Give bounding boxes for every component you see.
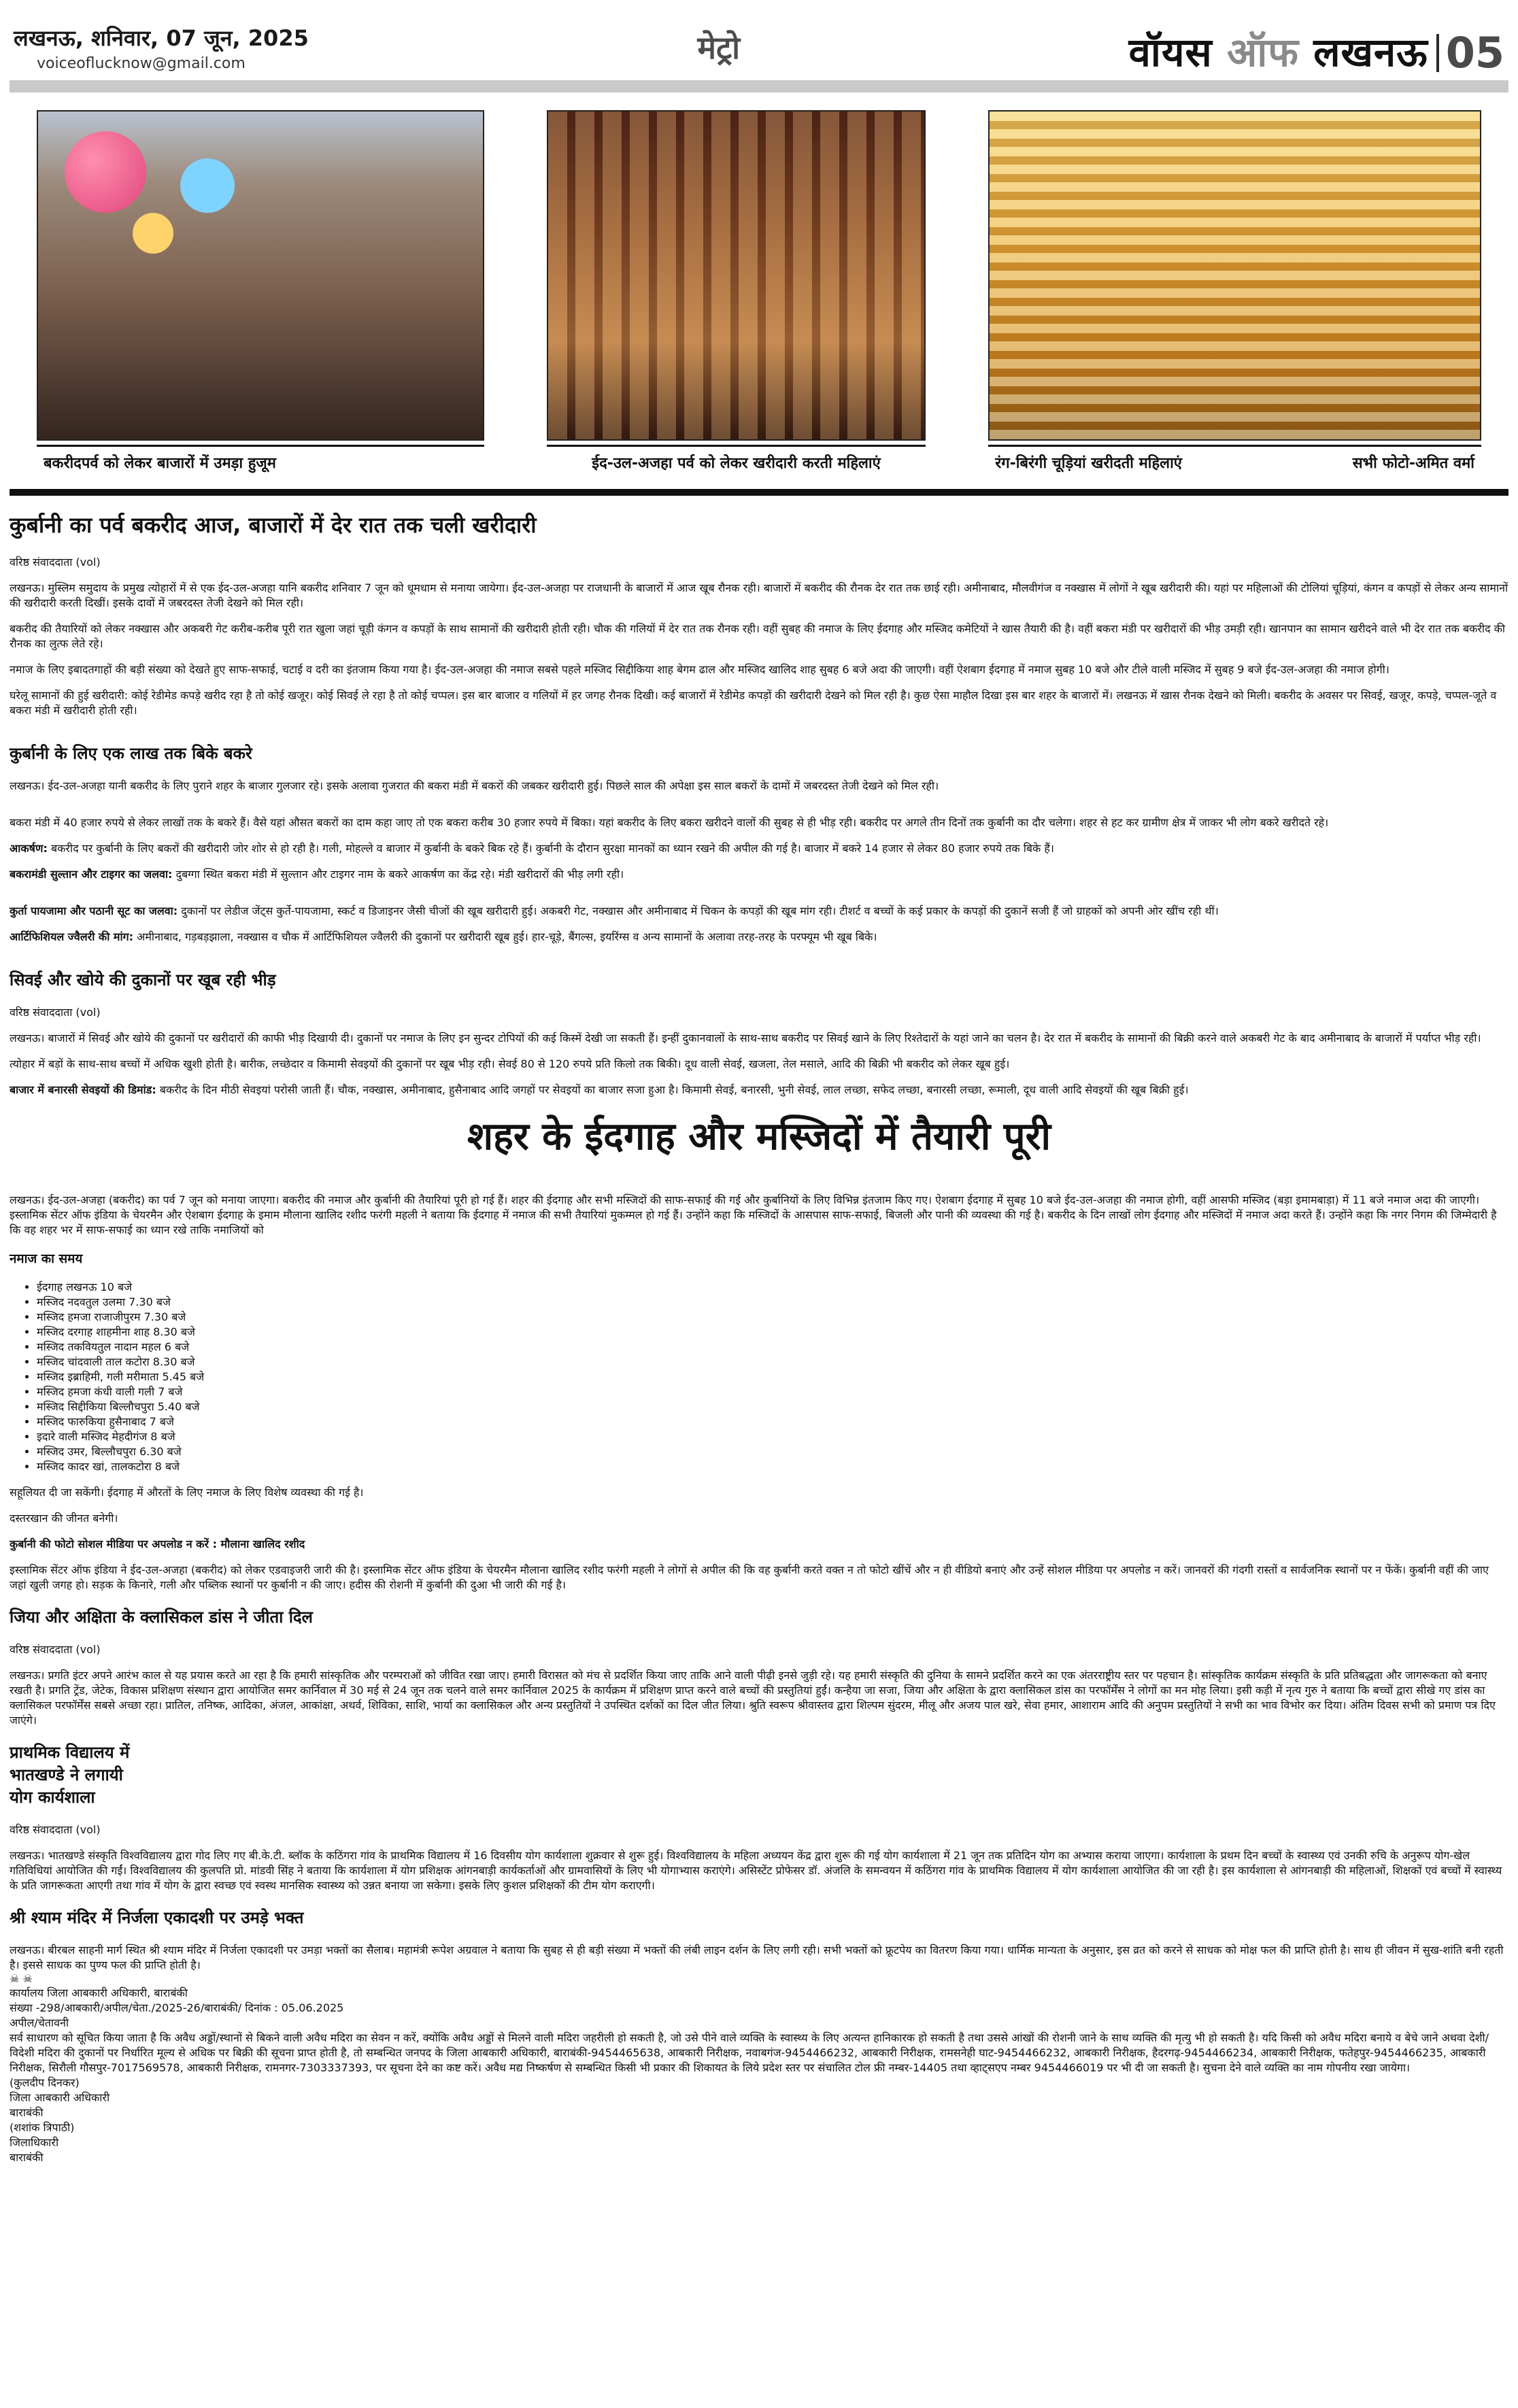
paragraph: लखनऊ। भातखण्डे संस्कृति विश्वविद्यालय द्वारा गोद लिए गए बी.के.टी. ब्लॉक के कठिंगरा गांव के प्राथमिक विद्यालय में 16 दिवसीय योग कार्यशाला शुक्रवार से शुरू हुई। विश्वविद्यालय के महिला अध्ययन केंद्र द्वारा शुरू की गई योग कार्यशाला में 21 जून तक प्रतिदिन योग का अभ्यास कराया जाएगा। कार्यशाला के प्रथम दिन बच्चों के स्वास्थ्य एवं उनकी रुचि के अनुरूप योग-खेल गतिविधियां आयोजित की गईं। विश्वविद्यालय की कुलपति प्रो. मांडवी सिंह ने बताया कि कार्यशाला में योग प्रशिक्षक आंगनबाड़ी कार्यकर्ताओं और ग्रामवासियों के लिए भी योगाभ्यास कराएंगे। असिस्टेंट प्रोफेसर डॉ. अंजलि के समन्वयन में कठिंगरा गांव के प्राथमिक विद्यालय में योग कार्यशाला आयोजित की जा रही है। इस कार्यशाला से आंगनबाड़ी की महिलाओं, शिक्षकों एवं बच्चों में स्वास्थ्य के प्रति जागरूकता आएगी तथा गांव में योग के द्वारा स्वच्छ एवं स्वस्थ मानसिक स्वास्थ्य को उन्नत बनाया जा सकेगा। इसके लिए कुशल प्रशिक्षकों की टीम योग कराएगी। (10, 1849, 1502, 1893)
paragraph: लखनऊ। ईद-उल-अजहा यानी बकरीद के लिए पुराने शहर के बाजार गुलजार रहे। इसके अलावा गुजरात की बकरा मंडी में बकरों की जबकर खरीदारी हुई। पिछले साल की अपेक्षा इस साल बकरों के दामों में जबरदस्त तेजी देखने को मिल रही। (10, 779, 939, 792)
masthead-divider (10, 80, 1508, 92)
namaz-note: सहूलियत दी जा सकेंगी। ईदगाह में औरतों के लिए नमाज के लिए विशेष व्यवस्था की गई है। (10, 1486, 364, 1499)
excise-appeal-warning: अपील/चेतावनी (10, 2016, 69, 2029)
excise-notice-body: सर्व साधारण को सूचित किया जाता है कि अवैध अड्डों/स्थानों से बिकने वाली अवैध मदिरा का सेवन न करें, क्योंकि अवैध अड्डों से मिलने वाली मदिरा जहरीली हो सकती है, जो उसे पीने वाले व्यक्ति के स्वास्थ्य के लिए अत्यन्त हानिकारक हो सकती है तथा उससे आंखों की रोशनी जाने के साथ व्यक्ति की मृत्यु भी हो सकती है। यदि किसी को अवैध मदिरा बनाये व बेचे जाने अथवा देशी/विदेशी मदिरा की दुकानों पर निर्धारित मूल्य से अधिक पर बिक्री की सूचना प्राप्त होती है, तो सम्बन्धित जनपद के जिला आबकारी अधिकारी, बाराबंकी-9454465638, आबकारी निरीक्षक, नवाबगंज-9454466232, आबकारी निरीक्षक, रामसनेही घाट-9454466232, आबकारी निरीक्षक, हैदरगढ़-9454466234, आबकारी निरीक्षक, फतेहपुर-9454466235, आबकारी निरीक्षक, सिरौली गौसपुर-7017569578, आबकारी निरीक्षक, रामनगर-7303337393, पर सूचना देने का कष्ट करें। अवैध मद्य निष्कर्षण से सम्बन्धित किसी भी प्रकार की शिकायत के लिये प्रदेश स्तर पर संचालित टोल फ्री नम्बर-14405 तथा व्हाट्सएप नम्बर 9454466019 पर भी दी जा सकती है। सुचना देने वाले व्यक्ति का नाम गोपनीय रखा जायेगा। (10, 2031, 1489, 2074)
photo-shopping-women (547, 110, 926, 478)
paragraph: बकरा मंडी में 40 हजार रुपये से लेकर लाखों तक के बकरे हैं। वैसे यहां औसत बकरों का दाम कहा जाए तो एक बकरा करीब 30 हजार रुपये में बिका। यहां बकरीद के लिए बकरा खरीदने वालों की सुबह से ही भीड़ रही। बकरीद पर अगले तीन दिनों तक कुर्बानी का दौर चलेगा। शहर से हट कर ग्रामीण क्षेत्र में जाकर भी लोग बकरे खरीदते रहे। (10, 815, 1329, 829)
sewai-body (10, 1030, 1508, 1097)
signature-excise-officer: (कुलदीप दिनकर) जिला आबकारी अधिकारी बाराबंकी (10, 2075, 110, 2119)
right-bottom-column (10, 1906, 1508, 2165)
photo-credit: सभी फोटो-अमित वर्मा (1352, 455, 1474, 472)
photo-caption: रंग-बिरंगी चूड़ियां खरीदती महिलाएं (995, 455, 1182, 472)
dance-headline: जिया और अक्षिता के क्लासिकल डांस ने जीता दिल (10, 1608, 313, 1627)
photo-caption: बकरीदपर्व को लेकर बाजारों में उमड़ा हुजूम (44, 455, 276, 472)
subhead: बकरामंडी सुल्तान और टाइगर का जलवा: (10, 867, 173, 881)
namaz-item: • मस्जिद उमर, बिल्लौचपुरा 6.30 बजे (37, 1444, 1508, 1459)
shopping-women-photo (547, 110, 926, 441)
photo-bangle-buyers (988, 110, 1481, 478)
paragraph: कुर्ता पायजामा और पठानी सूट का जलवा: दुकानों पर लेडीज जेंट्स कुर्ते-पायजामा, स्कर्ट व डिजाइनर जैसी चीजों की खूब खरीदारी हुई। अकबरी गेट, नक्खास और अमीनाबाद में चिकन के कपड़ों की खूब मांग रही। टीशर्ट व बच्चों के कई प्रकार के कपड़ों की दुकानें सजी हैं जो ग्राहकों को अपनी ओर खींच रही थीं। (10, 904, 1219, 917)
dance-body (10, 1667, 1508, 1727)
idgah-body (10, 1192, 1508, 1237)
golden-bangles-photo (988, 110, 1481, 441)
photo-bazaar-crowd (37, 110, 484, 478)
contact-email: voiceoflucknow@gmail.com (37, 55, 246, 72)
temple-headline: श्री श्याम मंदिर में निर्जला एकादशी पर उमड़े भक्त (10, 1907, 304, 1927)
paragraph: बाजार में बनारसी सेवइयों की डिमांड: बकरीद के दिन मीठी सेवइयां परोसी जाती हैं। चौक, नक्खास, अमीनाबाद, हुसैनाबाद आदि जगहों पर सेवइयों का बाजार सजा हुआ है। किमामी सेवई, बनारसी, भुनी सेवई, लाल लच्छा, सफेद लच्छा, बनारसी लच्छा, रूमाली, दूध वाली आदि सेवइयों की खूब बिक्री हुई। (10, 1083, 1189, 1096)
skull-crossbones-icon: ☠ (10, 1971, 20, 1985)
masthead (10, 20, 1508, 76)
excise-office-title: कार्यालय जिला आबकारी अधिकारी, बाराबंकी (10, 1986, 188, 1999)
paragraph: त्योहार में बड़ों के साथ-साथ बच्चों में अधिक खुशी होती है। बारीक, लच्छेदार व किमामी सेवइयों की दुकानों पर खूब भीड़ रही। सेवई 80 से 120 रुपये प्रति किलो तक बिकी। दूध वाली सेवई, खजला, तेल मसाले, आदि की बिक्री भी बकरीद को लेकर खूब हुई। (10, 1057, 1010, 1070)
subhead: कुर्बानी की फोटो सोशल मीडिया पर अपलोड न करें : मौलाना खालिद रशीद (10, 1538, 305, 1551)
namaz-item: • मस्जिद हमजा राजाजीपुरम 7.30 बजे (37, 1309, 1508, 1324)
namaz-time-box (10, 1250, 1508, 1474)
sewai-headline: सिवई और खोये की दुकानों पर खूब रही भीड़ (10, 970, 276, 989)
idgah-headline: शहर के ईदगाह और मस्जिदों में तैयारी पूरी (467, 1114, 1051, 1159)
namaz-item: • इदारे वाली मस्जिद मेहदीगंज 8 बजे (37, 1429, 1508, 1444)
subhead: आकर्षण: (10, 841, 48, 855)
goat-story-intro (10, 778, 1508, 793)
right-column (10, 968, 1508, 1593)
namaz-item: • मस्जिद सिद्दीकिया बिल्लौचपुरा 5.40 बजे (37, 1399, 1508, 1414)
namaz-item: • ईदगाह लखनऊ 10 बजे (37, 1279, 1508, 1294)
namaz-time-list (10, 1279, 1508, 1474)
namaz-box-title: नमाज का समय (10, 1251, 83, 1266)
yoga-story (10, 1741, 1508, 1893)
signature-district-magistrate: (शशांक त्रिपाठी) जिलाधिकारी बाराबंकी (10, 2120, 75, 2164)
lead-headline: कुर्बानी का पर्व बकरीद आज, बाजारों में देर रात तक चली खरीदारी (10, 512, 537, 539)
byline: वरिष्ठ संवाददाता (vol) (10, 555, 101, 569)
paragraph: आकर्षण: बकरीद पर कुर्बानी के लिए बकरों की खरीदारी जोर शोर से हो रही है। गली, मोहल्ले व बाजार में कुर्बानी के बकरे बिक रहे हैं। कुर्बानी के दौरान सुरक्षा मानकों का ध्यान रखने की अपील की गई है। बाजार में बकरे 14 हजार से लेकर 80 हजार रुपये तक बिके हैं। (10, 841, 1054, 855)
byline: वरिष्ठ संवाददाता (vol) (10, 1643, 101, 1657)
subhead: कुर्ता पायजामा और पठानी सूट का जलवा: (10, 904, 178, 917)
goat-story-column (10, 728, 1508, 955)
bottom-band (10, 1606, 1508, 2165)
paragraph (10, 1536, 1508, 1551)
subhead: आर्टिफिशियल ज्वैलरी की मांग: (10, 930, 134, 943)
subhead: बाजार में बनारसी सेवइयों की डिमांड: (10, 1083, 156, 1096)
namaz-item: • मस्जिद हमजा कंधी वाली गली 7 बजे (37, 1384, 1508, 1399)
paragraph: आर्टिफिशियल ज्वैलरी की मांग: अमीनाबाद, गड़बड़झाला, नक्खास व चौक में आर्टिफिशियल ज्वैलरी की दुकानों पर खरीदारी खूब हुई। हार-चूड़े, बैंगल्स, इयरिंग्स व अन्य सामानों के अलावा तरह-तरह के परफ्यूम भी खूब बिके। (10, 930, 877, 943)
lead-story-body (10, 580, 1508, 717)
dance-story (10, 1606, 1508, 1727)
paragraph: बकरामंडी सुल्तान और टाइगर का जलवा: दुबग्गा स्थित बकरा मंडी में सुल्तान और टाइगर नाम के बकरे आकर्षण का केंद्र रहे। मंडी खरीदारों की भीड़ लगी रही। (10, 867, 624, 881)
paper-title: वॉयस ऑफ लखनऊ (1128, 29, 1428, 75)
bazaar-crowd-photo (37, 110, 484, 441)
section-name: मेट्रो (697, 29, 741, 66)
paragraph: नमाज के लिए इबादतगाहों की बड़ी संख्या को देखते हुए साफ-सफाई, चटाई व दरी का इंतजाम किया गया है। ईद-उल-अजहा की नमाज सबसे पहले मस्जिद सिद्दीकिया शाह बेगम ढाल और मस्जिद खालिद शाह सुबह 6 बजे अदा की जाएगी। वहीं ऐशबाग ईदगाह में नमाज सुबह 10 बजे और टीले वाली मस्जिद में सुबह 9 बजे ईद-उल-अजहा की नमाज होगी। (10, 662, 1389, 676)
goat-story-side (10, 903, 1508, 918)
namaz-item: • मस्जिद तकवियतुल नादान महल 6 बजे (37, 1339, 1508, 1354)
idgah-advisory (10, 1510, 1508, 1592)
byline: वरिष्ठ संवाददाता (vol) (10, 1005, 101, 1019)
paragraph: लखनऊ। ईद-उल-अजहा (बकरीद) का पर्व 7 जून को मनाया जाएगा। बकरीद की नमाज और कुर्बानी की तैयारियां पूरी हो गई हैं। शहर की ईदगाह और सभी मस्जिदों की साफ-सफाई की गई और कुर्बानियों के लिए विभिन्न इंतजाम किए गए। ऐशबाग ईदगाह में सुबह 10 बजे ईद-उल-अजहा की नमाज होगी, वहीं आसफी मस्जिद (बड़ा इमामबाड़ा) में 11 बजे नमाज अदा की जाएगी। इस्लामिक सेंटर ऑफ इंडिया के चेयरमैन और ऐशबाग ईदगाह के इमाम मौलाना खालिद रशीद फरंगी महली ने बताया कि ईदगाह में नमाज की सभी तैयारियां मुकम्मल हो गई हैं। उन्होंने कहा कि मस्जिदों के आसपास साफ-सफाई, बिजली और पानी की व्यवस्था की गई है। बकरीद के दिन लाखों लोग ईदगाह और मस्जिदों में नमाज अदा करते हैं। उन्होंने कहा कि नगर निगम की जिम्मेदारी है कि वह शहर भर में साफ-सफाई का ध्यान रखे ताकि नमाजियों को (10, 1193, 1497, 1236)
paragraph: इस्लामिक सेंटर ऑफ इंडिया ने ईद-उल-अजहा (बकरीद) को लेकर एडवाइजरी जारी की है। इस्लामिक सेंटर ऑफ इंडिया के चेयरमैन मौलाना खालिद रशीद फरंगी महली ने लोगों से अपील की कि वह कुर्बानी करते वक्त न तो फोटो खींचें और न ही वीडियो बनाएं और उन्हें सोशल मीडिया पर अपलोड न करें। जानवरों की गंदगी रास्तों व सार्वजनिक स्थानों पर न फेंकें। कुर्बानी वहीं की जाए जहां खुली जगह हो। सड़क के किनारे, गली और पब्लिक स्थानों पर कुर्बानी न की जाए। हदीस की रोशनी में कुर्बानी की दुआ भी जारी की गई है। (10, 1563, 1489, 1592)
paragraph: लखनऊ। प्रगति इंटर अपने आरंभ काल से यह प्रयास करते आ रहा है कि हमारी सांस्कृतिक और परम्पराओं को जीवित रखा जाए। हमारी विरासत को मंच से प्रदर्शित किया जाए ताकि आने वाली पीढ़ी इनसे जुड़ी रहे। यह हमारी संस्कृति की दुनिया के सामने प्रदर्शित करने का एक अंतरराष्ट्रीय स्तर पर पहचान है। सांस्कृतिक कार्यक्रम संस्कृति के प्रति प्रतिबद्धता और जागरूकता को बनाए रखती है। प्रगति ट्रेंड, जेटेक, विकास प्रशिक्षण संस्थान द्वारा आयोजित समर कार्निवाल में 30 मई से 24 जून तक चलने वाले समर कार्निवाल 2025 के कार्यक्रम में प्रशिक्षण प्राप्त करने वाले बच्चों की प्रस्तुतियां हुईं। कन्हैया जा सजा, जिया और अक्षिता के द्वारा क्लासिकल डांस का परफॉर्मेंस ने लोगों का मन मोह लिया। इसी कड़ी में नृत्य गुरु ने बताया कि बच्चों द्वारा सीखे गए डांस का क्लासिकल परफॉर्मेंस सबसे अच्छा रहा। प्रातिल, तनिष्क, आदिका, अंजल, आकांक्षा, अथर्व, शिविका, साशि, भार्या का क्लासिकल और अन्य प्रस्तुतियों ने उपस्थित दर्शकों का दिल जीत लिया। श्रुति स्वरूप श्रीवास्तव द्वारा शिल्पम सुंदरम, मीलू और अजय पाल खरे, सेवा हमार, आशाराम आदि की अनुपम प्रस्तुतियों ने सभी का भाव विभोर कर दिया। अंतिम दिवस सभी को प्रमाण पत्र दिए जाएंगे। (10, 1669, 1496, 1727)
namaz-item: • मस्जिद नदवतुल उलमा 7.30 बजे (37, 1294, 1508, 1309)
excise-notice-box (10, 1972, 1508, 2165)
paragraph: लखनऊ। मुस्लिम समुदाय के प्रमुख त्योहारों में से एक ईद-उल-अजहा यानि बकरीद शनिवार 7 जून को धूमधाम से मनाया जायेगा। ईद-उल-अजहा पर राजधानी के बाजारों में आज खूब रौनक रही। बाजारों में बकरीद की रौनक देर रात तक छाई रही। अमीनाबाद, मौलवीगंज व नक्खास में लोगों ने खूब खरीदारी की। यहां पर महिलाओं की टोलियां चूड़ियां, कंगन व कपड़ों से लेकर अन्य सामानों की खरीदारी करती दिखीं। इसके दावों में जबरदस्त तेजी देखने को मिल रही। (10, 581, 1508, 609)
byline: वरिष्ठ संवाददाता (vol) (10, 1823, 101, 1837)
mid-band (10, 554, 1508, 1593)
top-photo-strip (10, 99, 1508, 496)
excise-reference-number: संख्या -298/आबकारी/अपील/चेता./2025-26/बाराबंकी/ दिनांक : 05.06.2025 (10, 2001, 344, 2014)
yoga-headline: प्राथमिक विद्यालय में भातखण्डे ने लगायी योग कार्यशाला (10, 1743, 130, 1808)
namaz-item: • मस्जिद इब्राहिमी, गली मरीमाता 5.45 बजे (37, 1369, 1508, 1384)
namaz-item: • मस्जिद फारुकिया हुसैनाबाद 7 बजे (37, 1414, 1508, 1429)
goat-story-columns (10, 815, 1508, 881)
namaz-item: • मस्जिद दरगाह शाहमीना शाह 8.30 बजे (37, 1324, 1508, 1339)
temple-body: लखनऊ। बीरबल साहनी मार्ग स्थित श्री श्याम मंदिर में निर्जला एकादशी पर उमड़ा भक्तों का सैलाब। महामंत्री रूपेश अग्रवाल ने बताया कि सुबह से ही बड़ी संख्या में भक्तों की लंबी लाइन दर्शन के लिए लगी रही। सभी भक्तों को फ्रूटपेय का वितरण किया गया। धार्मिक मान्यता के अनुसार, इस व्रत को करने से साधक को मोक्ष फल की प्राप्ति होती है। साथ ही जीवन में सुख-शांति बनी रहती है। इससे साधक का पुण्य फल की प्राप्ति होती है। (10, 1943, 1504, 1971)
goat-story-jewellery (10, 929, 1508, 944)
dateline: लखनऊ, शनिवार, 07 जून, 2025 (14, 25, 309, 51)
yoga-body (10, 1848, 1508, 1893)
namaz-item: • मस्जिद कादर खां, तालकटोरा 8 बजे (37, 1459, 1508, 1474)
paragraph: घरेलू सामानों की हुई खरीदारी: कोई रेडीमेड कपड़े खरीद रहा है तो कोई खजूर। कोई सिवई ले रहा है तो कोई चप्पल। इस बार बाजार व गलियों में हर जगह रौनक दिखी। कई बाजारों में रेडीमेड कपड़ों की खरीदारी देखने को मिल रही है। कुछ ऐसा माहौल दिखा इस बार शहर के बाजारों में। लखनऊ में खास रौनक देखने को मिली। बकरीद के अवसर पर सिवई, खजूर, कपड़े, चप्पल-जूते व बकरा मंडी में खरीदारी होती रही। (10, 688, 1497, 717)
lead-story-column (10, 554, 1508, 717)
page-number: 05 (1436, 34, 1504, 72)
namaz-item: • मस्जिद चांदवाली ताल कटोरा 8.30 बजे (37, 1354, 1508, 1369)
paragraph: लखनऊ। बाजारों में सिवई और खोये की दुकानों पर खरीदारों की काफी भीड़ दिखायी दी। दुकानों पर नमाज के लिए इन सुन्दर टोपियों की कई किस्में देखी जा सकती हैं। इन्हीं दुकानवालों के साथ-साथ बकरीद पर सिवई खाने के लिए रिश्तेदारों के यहां जाने का चलन है। देर रात में बकरीद के सामानों की बिक्री करने वाले अकबरी गेट के बाद अमीनाबाद के बाजारों में पर्याप्त भीड़ रही। (10, 1031, 1481, 1045)
goat-story-headline: कुर्बानी के लिए एक लाख तक बिके बकरे (10, 743, 252, 763)
paragraph: बकरीद की तैयारियों को लेकर नक्खास और अकबरी गेट करीब-करीब पूरी रात खुला जहां चूड़ी कंगन व कपड़ों के साथ सामानों की खरीदारी होती रही। चौक की गलियों में देर रात तक रौनक रही। वहीं सुबह की नमाज के लिए ईदगाह और मस्जिद कमेटियों ने खास तैयारी की है। वहीं बकरा मंडी पर खरीदारों की भीड़ उमड़ी रही। खानपान का सामान खरीदने वाले भी देर रात तक बकरीद की रौनक का लुत्फ लेते रहे। (10, 622, 1506, 650)
photo-caption: ईद-उल-अजहा पर्व को लेकर खरीदारी करती महिलाएं (592, 455, 881, 472)
paragraph: दस्तरखान की जीनत बनेगी। (10, 1512, 118, 1525)
skull-crossbones-icon: ☠ (22, 1971, 33, 1985)
